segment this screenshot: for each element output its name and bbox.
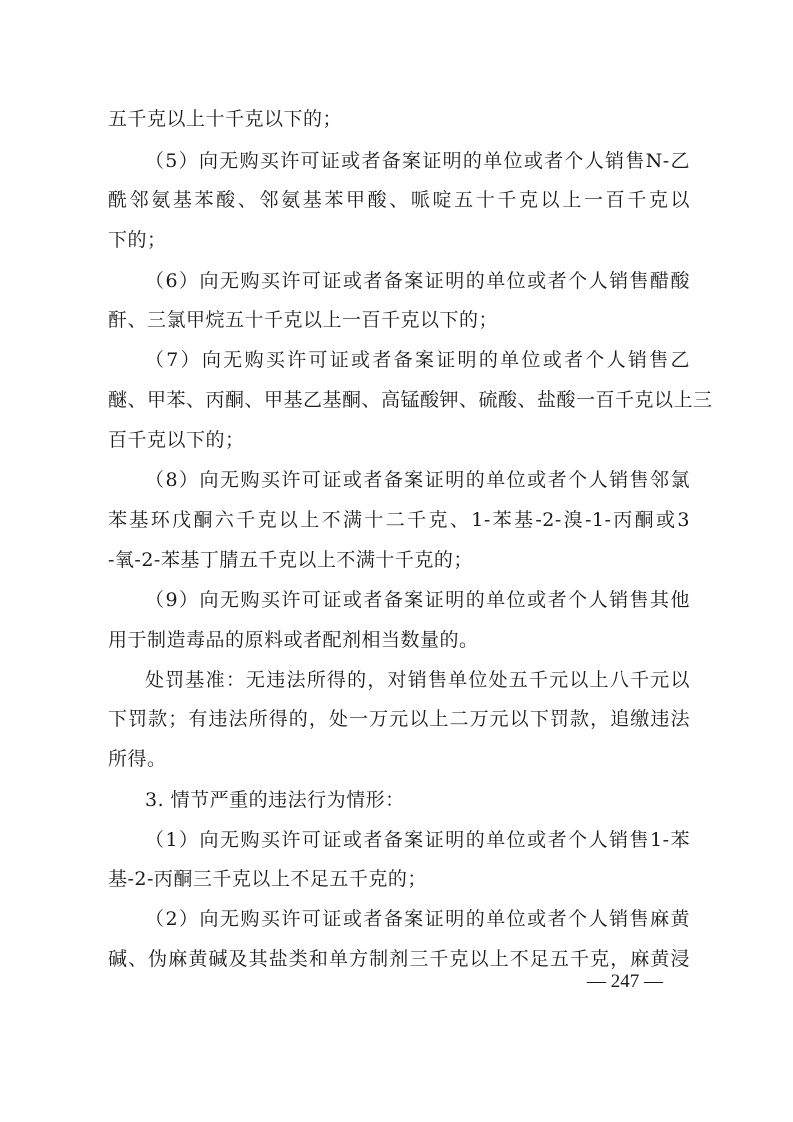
text-line-4: 下的； [108, 229, 167, 251]
text-line-11: 苯基环戊酮六千克以上不满十二千克、1-苯基-2-溴-1-丙酮或3 [108, 509, 690, 531]
text-line-8: 醚、甲苯、丙酮、甲基乙基酮、高锰酸钾、硫酸、盐酸一百千克以上三 [108, 389, 713, 411]
text-line-21: （2）向无购买许可证或者备案证明的单位或者个人销售麻黄 [145, 908, 690, 930]
text-line-10: （8）向无购买许可证或者备案证明的单位或者个人销售邻氯 [145, 469, 690, 491]
page-number: — 247 — [587, 971, 663, 992]
text-line-20: 基-2-丙酮三千克以上不足五千克的； [108, 868, 427, 890]
text-line-7: （7）向无购买许可证或者备案证明的单位或者个人销售乙 [145, 349, 690, 371]
text-line-14: 用于制造毒品的原料或者配剂相当数量的。 [108, 629, 479, 651]
text-line-1: 五千克以上十千克以下的； [108, 108, 343, 130]
text-line-16: 下罚款；有违法所得的，处一万元以上二万元以下罚款，追缴违法 [108, 708, 690, 730]
text-line-5: （6）向无购买许可证或者备案证明的单位或者个人销售醋酸 [145, 270, 690, 292]
text-line-9: 百千克以下的； [108, 429, 245, 451]
text-line-6: 酐、三氯甲烷五十千克以上一百千克以下的； [108, 309, 499, 331]
text-line-17: 所得。 [108, 748, 167, 770]
text-line-19: （1）向无购买许可证或者备案证明的单位或者个人销售1-苯 [145, 829, 690, 851]
text-line-13: （9）向无购买许可证或者备案证明的单位或者个人销售其他 [145, 589, 690, 611]
text-line-22: 碱、伪麻黄碱及其盐类和单方制剂三千克以上不足五千克，麻黄浸 [108, 948, 690, 970]
text-line-12: -氧-2-苯基丁腈五千克以上不满十千克的； [108, 549, 473, 571]
text-line-18: 3. 情节严重的违法行为情形： [145, 789, 405, 811]
text-line-2: （5）向无购买许可证或者备案证明的单位或者个人销售N-乙 [145, 150, 690, 172]
text-line-15: 处罚基准：无违法所得的，对销售单位处五千元以上八千元以 [145, 669, 690, 691]
text-line-3: 酰邻氨基苯酸、邻氨基苯甲酸、哌啶五十千克以上一百千克以 [108, 189, 690, 211]
